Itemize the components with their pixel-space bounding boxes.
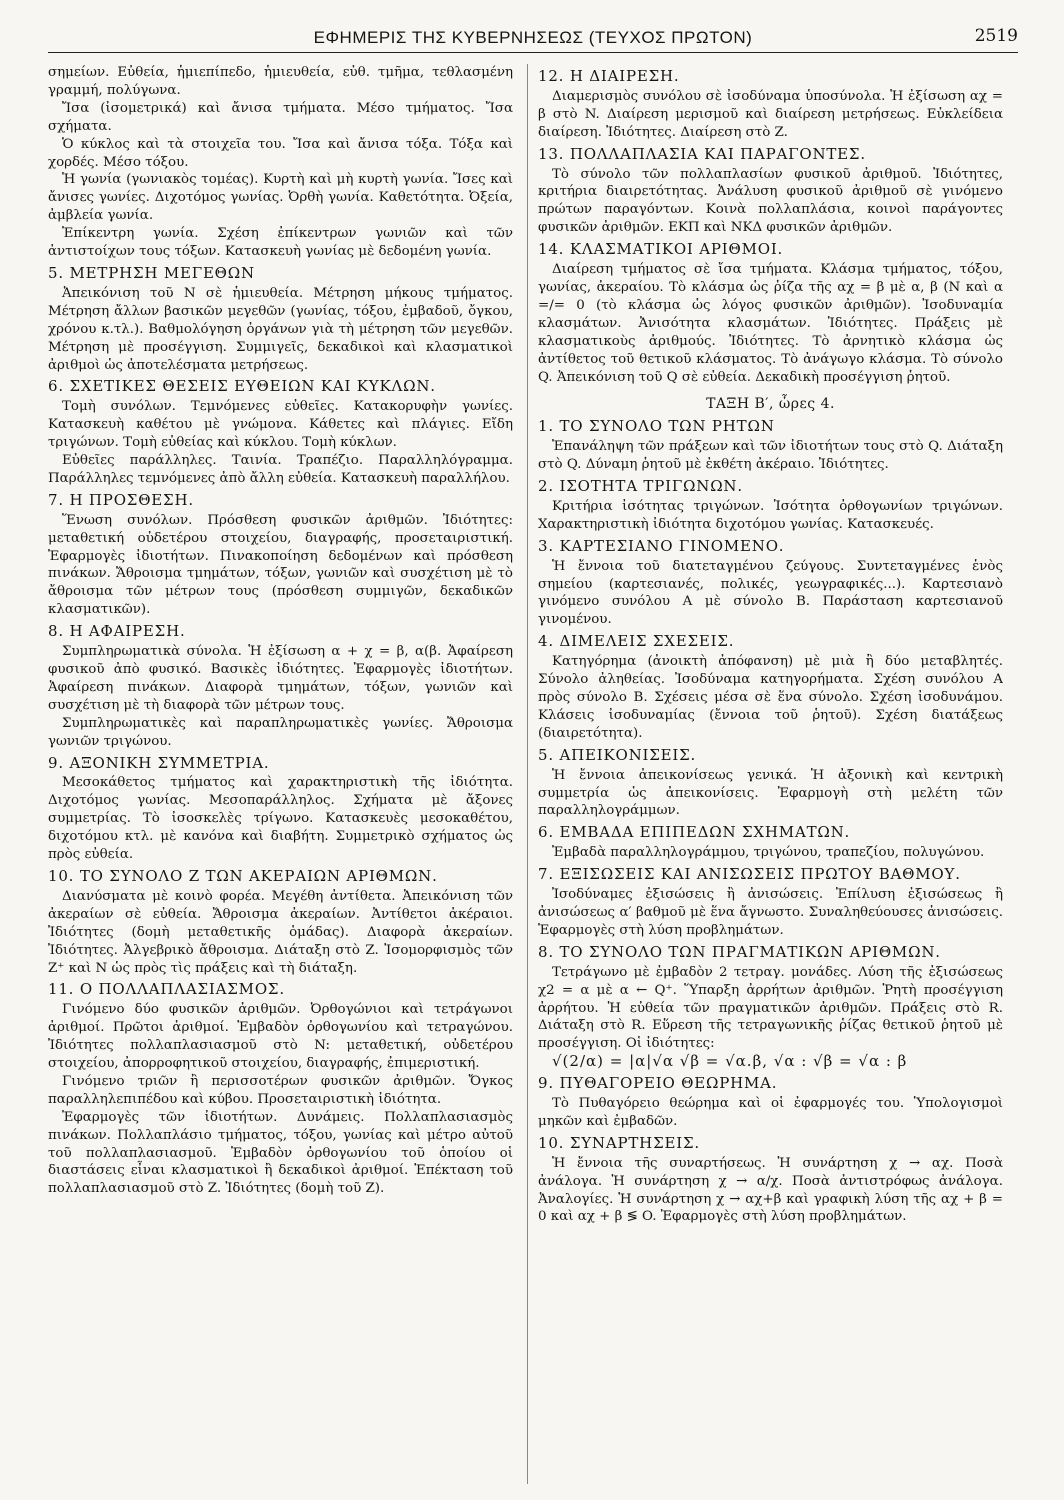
intro-paragraph: Ἴσα (ἰσομετρικά) καὶ ἄνισα τμήματα. Μέσο τμήματος. Ἴσα σχήματα. xyxy=(48,100,513,134)
section-heading: 9. ΠΥΘΑΓΟΡΕΙΟ ΘΕΩΡΗΜΑ. xyxy=(538,1074,778,1093)
section-paragraph: Ἐφαρμογὲς τῶν ἰδιοτήτων. Δυνάμεις. Πολλαπλασιασμὸς πινάκων. Πολλαπλάσιο τμήματος, τόξου, γωνίας καὶ μέτρο αὐτοῦ τοῦ πολλαπλασιασμοῦ. Ἐμβαδὸν ὀρθογωνίου τοῦ ὁποίου οἱ διαστάσεις εἶναι κλασματικοὶ ἢ δεκαδικοὶ ἀριθμοί. Ἐπέκταση τοῦ πολλαπλασιασμοῦ στὸ Z. Ἰδιότητες (δομὴ τοῦ Z). xyxy=(48,1109,513,1197)
section-heading: 6. ΕΜΒΑΔΑ ΕΠΙΠΕΔΩΝ ΣΧΗΜΑΤΩΝ. xyxy=(538,823,851,842)
section-paragraph: Τὸ σύνολο τῶν πολλαπλασίων φυσικοῦ ἀριθμοῦ. Ἰδιότητες, κριτήρια διαιρετότητας. Ἀνάλυση φυσικοῦ ἀριθμοῦ σὲ γινόμενο πρώτων παραγόντων. Κοινὰ πολλαπλάσια, κοινοὶ παράγοντες φυσικῶν ἀριθμῶν. ΕΚΠ καὶ ΝΚΔ φυσικῶν ἀριθμῶν. xyxy=(538,166,1003,236)
section-paragraph: Διαμερισμὸς συνόλου σὲ ἰσοδύναμα ὑποσύνολα. Ἡ ἐξίσωση αχ = β στὸ N. Διαίρεση μερισμοῦ καὶ διαίρεση μετρήσεως. Εὐκλείδεια διαίρεση. Ἰδιότητες. Διαίρεση στὸ Z. xyxy=(538,88,1003,140)
section-heading: 10. ΤΟ ΣΥΝΟΛΟ Z ΤΩΝ ΑΚΕΡΑΙΩΝ ΑΡΙΘΜΩΝ. xyxy=(48,866,438,885)
section-paragraph: Ἡ ἔννοια ἀπεικονίσεως γενικά. Ἡ ἀξονικὴ καὶ κεντρικὴ συμμετρία ὡς ἀπεικονίσεις. Ἐφαρμογὴ στὴ μελέτη τῶν παραλληλογράμμων. xyxy=(538,767,1003,819)
section-paragraph: Ἰσοδύναμες ἐξισώσεις ἢ ἀνισώσεις. Ἐπίλυση ἐξισώσεως ἢ ἀνισώσεως α′ βαθμοῦ μὲ ἕνα ἄγνωστο. Συναληθεύουσες ἀνισώσεις. Ἐφαρμογὲς στὴ λύση προβλημάτων. xyxy=(538,887,1003,938)
root-properties-formula: √(2/α) = |α|√α √β = √α.β, √α : √β = √α : β xyxy=(552,1052,908,1071)
section-heading: 10. ΣΥΝΑΡΤΗΣΕΙΣ. xyxy=(538,1133,700,1152)
right-column xyxy=(538,64,1003,1494)
column-divider xyxy=(527,64,528,1484)
section-paragraph: Ἐμβαδὰ παραλληλογράμμου, τριγώνου, τραπεζίου, πολυγώνου. xyxy=(552,845,985,861)
section-paragraph: Κριτήρια ἰσότητας τριγώνων. Ἰσότητα ὀρθογωνίων τριγώνων. Χαρακτηριστικὴ ἰδιότητα διχοτόμου γωνίας. Κατασκευές. xyxy=(538,498,1003,532)
section-heading: 2. ΙΣΟΤΗΤΑ ΤΡΙΓΩΝΩΝ. xyxy=(538,477,743,496)
section-heading: 11. Ο ΠΟΛΛΑΠΛΑΣΙΑΣΜΟΣ. xyxy=(48,980,285,999)
header-rule xyxy=(48,52,1018,53)
section-paragraph: Εὐθεῖες παράλληλες. Ταινία. Τραπέζιο. Παραλληλόγραμμα. Παράλληλες τεμνόμενες ἀπὸ ἄλλη εὐθεία. Κατασκευὴ παραλλήλου. xyxy=(48,453,513,486)
section-heading: 7. Η ΠΡΟΣΘΕΣΗ. xyxy=(48,490,194,509)
section-heading: 8. Η ΑΦΑΙΡΕΣΗ. xyxy=(48,622,186,641)
section-heading: 6. ΣΧΕΤΙΚΕΣ ΘΕΣΕΙΣ ΕΥΘΕΙΩΝ ΚΑΙ ΚΥΚΛΩΝ. xyxy=(48,377,436,396)
section-paragraph: Ἡ ἔννοια τοῦ διατεταγμένου ζεύγους. Συντεταγμένες ἑνὸς σημείου (καρτεσιανές, πολικές, γεωγραφικές...). Καρτεσιανὸ γινόμενο συνόλου A μὲ σύνολο B. Παράσταση καρτεσιανοῦ γινομένου. xyxy=(538,558,1003,628)
section-paragraph: Συμπληρωματικὰ σύνολα. Ἡ ἐξίσωση α + χ = β, α(β. Ἀφαίρεση φυσικοῦ ἀπὸ φυσικό. Βασικὲς ἰδιότητες. Ἐφαρμογὲς ἰδιοτήτων. Ἀφαίρεση πινάκων. Διαφορὰ τμημάτων, τόξων, γωνιῶν καὶ συσχέτιση μὲ τὴ διαφορὰ τῶν μέτρων τους. xyxy=(48,644,513,713)
intro-paragraph: Ἡ γωνία (γωνιακὸς τομέας). Κυρτὴ καὶ μὴ κυρτὴ γωνία. Ἴσες καὶ ἄνισες γωνίες. Διχοτόμος γωνίας. Ὀρθὴ γωνία. Καθετότητα. Ὀξεία, ἀμβλεία γωνία. xyxy=(48,172,513,224)
section-heading: 5. ΑΠΕΙΚΟΝΙΣΕΙΣ. xyxy=(538,745,697,764)
section-heading: 5. ΜΕΤΡΗΣΗ ΜΕΓΕΘΩΝ xyxy=(48,263,255,282)
section-paragraph: Ἀπεικόνιση τοῦ N σὲ ἡμιευθεία. Μέτρηση μήκους τμήματος. Μέτρηση ἄλλων βασικῶν μεγεθῶν (γωνίας, τόξου, ἐμβαδοῦ, ὄγκου, χρόνου κ.τλ.). Βαθμολόγηση ὀργάνων γιὰ τὴ μέτρηση τῶν μεγεθῶν. Μέτρηση μὲ προσέγγιση. Συμμιγεῖς, δεκαδικοὶ καὶ κλασματικοὶ ἀριθμοὶ ὡς ἀποτελέσματα μετρήσεως. xyxy=(48,285,513,373)
section-heading: 3. ΚΑΡΤΕΣΙΑΝΟ ΓΙΝΟΜΕΝΟ. xyxy=(538,536,785,555)
class-heading: ΤΑΞΗ Β′, ὧρες 4. xyxy=(706,396,835,413)
section-paragraph: Τετράγωνο μὲ ἐμβαδὸν 2 τετραγ. μονάδες. Λύση τῆς ἐξισώσεως χ2 = α μὲ α ← Q⁺. Ὕπαρξη ἀρρήτων ἀριθμῶν. Ῥητὴ προσέγγιση ἀρρήτου. Ἡ εὐθεία τῶν πραγματικῶν ἀριθμῶν. Πράξεις στὸ R. Διάταξη στὸ R. Εὕρεση τῆς τετραγωνικῆς ῥίζας θετικοῦ ῥητοῦ μὲ προσέγγιση. Οἱ ἰδιότητες: xyxy=(538,964,1003,1052)
intro-paragraph: Ἐπίκεντρη γωνία. Σχέση ἐπίκεντρων γωνιῶν καὶ τῶν ἀντιστοίχων τους τόξων. Κατασκευὴ γωνίας μὲ δεδομένη γωνία. xyxy=(48,226,513,260)
section-heading: 14. ΚΛΑΣΜΑΤΙΚΟΙ ΑΡΙΘΜΟΙ. xyxy=(538,240,784,259)
section-heading: 1. ΤΟ ΣΥΝΟΛΟ ΤΩΝ ΡΗΤΩΝ xyxy=(538,417,775,436)
section-paragraph: Τὸ Πυθαγόρειο θεώρημα καὶ οἱ ἐφαρμογές του. Ὑπολογισμοὶ μηκῶν καὶ ἐμβαδῶν. xyxy=(538,1096,1003,1129)
page-header xyxy=(48,22,1018,52)
gazette-title: ΕΦΗΜΕΡΙΣ ΤΗΣ ΚΥΒΕΡΝΗΣΕΩΣ (ΤΕΥΧΟΣ ΠΡΩΤΟΝ) xyxy=(313,28,753,47)
section-paragraph: Συμπληρωματικὲς καὶ παραπληρωματικὲς γωνίες. Ἄθροισμα γωνιῶν τριγώνου. xyxy=(48,715,513,749)
section-paragraph: Μεσοκάθετος τμήματος καὶ χαρακτηριστικὴ τῆς ἰδιότητα. Διχοτόμος γωνίας. Μεσοπαράλληλος. Σχήματα μὲ ἄξονες συμμετρίας. Τὸ ἰσοσκελὲς τρίγωνο. Κατασκευὲς μεσοκαθέτου, διχοτόμου κτλ. μὲ κανόνα καὶ διαβήτη. Συμμετρικὸ σχήματος ὡς πρὸς εὐθεία. xyxy=(48,775,513,863)
section-heading: 13. ΠΟΛΛΑΠΛΑΣΙΑ ΚΑΙ ΠΑΡΑΓΟΝΤΕΣ. xyxy=(538,144,866,163)
section-paragraph: Ἡ ἔννοια τῆς συναρτήσεως. Ἡ συνάρτηση χ → αχ. Ποσὰ ἀνάλογα. Ἡ συνάρτηση χ → α/χ. Ποσὰ ἀντιστρόφως ἀνάλογα. Ἀναλογίες. Ἡ συνάρτηση χ → αχ+β καὶ γραφικὴ λύση τῆς αχ + β = 0 καὶ αχ + β ≶ O. Ἐφαρμογὲς στὴ λύση προβλημάτων. xyxy=(538,1155,1003,1225)
section-paragraph: Ἕνωση συνόλων. Πρόσθεση φυσικῶν ἀριθμῶν. Ἰδιότητες: μεταθετική οὐδετέρου στοιχείου, διαγραφής, προσεταιριστική. Ἐφαρμογὲς ἰδιοτήτων. Πινακοποίηση δεδομένων καὶ πρόσθεση πινάκων. Ἄθροισμα τμημάτων, τόξων, γωνιῶν καὶ συσχέτιση μὲ τὸ ἄθροισμα τῶν μέτρων τους (πρόσθεση συμμιγῶν, δεκαδικῶν κλασματικῶν). xyxy=(48,512,513,618)
intro-paragraph: σημείων. Εὐθεία, ἡμιεπίπεδο, ἡμιευθεία, εὐθ. τμῆμα, τεθλασμένη γραμμή, πολύγωνα. xyxy=(48,65,513,98)
page-number: 2519 xyxy=(974,26,1018,46)
section-heading: 9. ΑΞΟΝΙΚΗ ΣΥΜΜΕΤΡΙΑ. xyxy=(48,753,270,772)
section-paragraph: Τομὴ συνόλων. Τεμνόμενες εὐθεῖες. Κατακορυφὴν γωνίες. Κατασκευὴ καθέτου μὲ γνώμονα. Κάθετες καὶ πλάγιες. Εἴδη τριγώνων. Τομὴ εὐθείας καὶ κύκλου. Τομὴ κύκλων. xyxy=(48,399,513,451)
section-paragraph: Διαίρεση τμήματος σὲ ἴσα τμήματα. Κλάσμα τμήματος, τόξου, γωνίας, ἀκεραίου. Τὸ κλάσμα ὡς ῥίζα τῆς αχ = β μὲ α, β (N καὶ α =/= 0 (τὸ κλάσμα ὡς λόγος φυσικῶν ἀριθμῶν). Ἰσοδυναμία κλασμάτων. Ἀνισότητα κλασμάτων. Ἰδιότητες. Πράξεις μὲ κλασματικοὺς ἀριθμούς. Ἰδιότητες. Τὸ ἀρνητικὸ κλάσμα ὡς ἀντίθετος τοῦ θετικοῦ κλάσματος. Τὸ ἀνάγωγο κλάσμα. Τὸ σύνολο Q. Ἀπεικόνιση τοῦ Q σὲ εὐθεία. Δεκαδικὴ προσέγγιση ῥητοῦ. xyxy=(538,262,1003,385)
section-heading: 4. ΔΙΜΕΛΕΙΣ ΣΧΕΣΕΙΣ. xyxy=(538,632,735,651)
section-paragraph: Διανύσματα μὲ κοινὸ φορέα. Μεγέθη ἀντίθετα. Ἀπεικόνιση τῶν ἀκεραίων σὲ εὐθεία. Ἄθροισμα ἀκεραίων. Ἀντίθετοι ἀκέραιοι. Ἰδιότητες (δομὴ μεταθετικῆς ὁμάδας). Διαφορὰ ἀκεραίων. Ἰδιότητες. Ἀλγεβρικὸ ἄθροισμα. Διάταξη στὸ Z. Ἰσομορφισμὸς τῶν Z⁺ καὶ N ὡς πρὸς τὶς πράξεις καὶ τὴ διάταξη. xyxy=(48,888,513,976)
section-heading: 8. ΤΟ ΣΥΝΟΛΟ ΤΩΝ ΠΡΑΓΜΑΤΙΚΩΝ ΑΡΙΘΜΩΝ. xyxy=(538,942,941,961)
section-paragraph: Ἐπανάληψη τῶν πράξεων καὶ τῶν ἰδιοτήτων τους στὸ Q. Διάταξη στὸ Q. Δύναμη ῥητοῦ μὲ ἐκθέτη ἀκέραιο. Ἰδιότητες. xyxy=(538,439,1003,473)
section-paragraph: Γινόμενο δύο φυσικῶν ἀριθμῶν. Ὀρθογώνιοι καὶ τετράγωνοι ἀριθμοί. Πρῶτοι ἀριθμοί. Ἐμβαδὸν ὀρθογωνίου καὶ τετραγώνου. Ἰδιότητες πολλαπλασιασμοῦ στὸ N: μεταθετική, οὐδετέρου στοιχείου, ἀπορροφητικοῦ στοιχείου, διαγραφής, ἐπιμεριστική. xyxy=(48,1002,513,1072)
left-column xyxy=(48,64,513,1494)
section-paragraph: Γινόμενο τριῶν ἢ περισσοτέρων φυσικῶν ἀριθμῶν. Ὄγκος παραλληλεπιπέδου καὶ κύβου. Προσεταιριστικὴ ἰδιότητα. xyxy=(48,1073,513,1107)
section-paragraph: Κατηγόρημα (ἀνοικτὴ ἀπόφανση) μὲ μιὰ ἢ δύο μεταβλητές. Σύνολο ἀληθείας. Ἰσοδύναμα κατηγορήματα. Σχέση συνόλου A πρὸς σύνολο B. Σχέσεις μέσα σὲ ἕνα σύνολο. Σχέση ἰσοδυνάμου. Κλάσεις ἰσοδυναμίας (ἔννοια τοῦ ῥητοῦ). Σχέση διατάξεως (διαιρετότητα). xyxy=(538,654,1003,741)
intro-paragraph: Ὁ κύκλος καὶ τὰ στοιχεῖα του. Ἴσα καὶ ἄνισα τόξα. Τόξα καὶ χορδές. Μέσο τόξου. xyxy=(48,136,513,170)
section-heading: 7. ΕΞΙΣΩΣΕΙΣ ΚΑΙ ΑΝΙΣΩΣΕΙΣ ΠΡΩΤΟΥ ΒΑΘΜΟΥ. xyxy=(538,865,961,884)
section-heading: 12. Η ΔΙΑΙΡΕΣΗ. xyxy=(538,67,680,85)
